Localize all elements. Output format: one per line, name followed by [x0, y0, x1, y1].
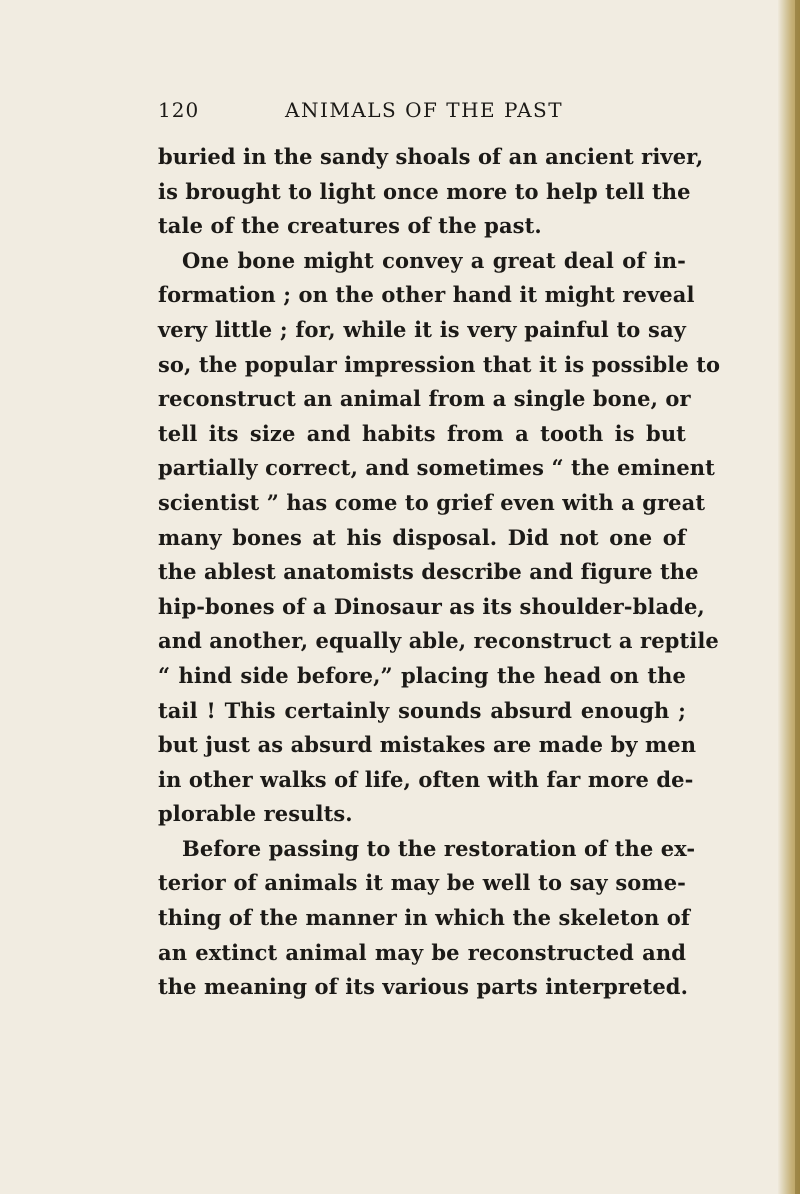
text-line: very little ; for, while it is very painful to say	[158, 316, 686, 342]
page-number: 120	[158, 98, 200, 122]
text-line: plorable results.	[158, 801, 353, 827]
text-line: in other walks of life, often with far more de-	[158, 766, 694, 792]
text-line: but just as absurd mistakes are made by men	[158, 732, 697, 758]
text-line: so, the popular impression that it is possible to	[158, 351, 721, 377]
text-line: “ hind side before,” placing the head on the	[158, 662, 686, 688]
text-line: hip-bones of a Dinosaur as its shoulder-blade,	[158, 593, 705, 619]
text-line: tell its size and habits from a tooth is but	[158, 420, 686, 446]
text-line: tail ! This certainly sounds absurd enough ;	[158, 697, 686, 723]
body-text	[158, 140, 721, 1005]
running-head: ANIMALS OF THE PAST	[285, 98, 564, 122]
text-line: One bone might convey a great deal of in-	[182, 247, 686, 273]
page-edge-dark	[795, 0, 800, 1194]
text-line: many bones at his disposal. Did not one of	[158, 524, 686, 550]
text-line: the ablest anatomists describe and figure the	[158, 559, 699, 585]
text-line: partially correct, and sometimes “ the eminent	[158, 455, 715, 481]
text-line: scientist ” has come to grief even with a great	[158, 489, 706, 515]
text-line: tale of the creatures of the past.	[158, 213, 542, 239]
page-header	[158, 98, 758, 128]
text-line: formation ; on the other hand it might reveal	[158, 282, 695, 308]
text-line: reconstruct an animal from a single bone, or	[158, 386, 691, 412]
text-line: an extinct animal may be reconstructed and	[158, 939, 686, 965]
text-line: thing of the manner in which the skeleton of	[158, 905, 690, 931]
text-line: Before passing to the restoration of the ex-	[182, 835, 696, 861]
text-line: terior of animals it may be well to say some-	[158, 870, 686, 896]
text-line: is brought to light once more to help tell the	[158, 178, 691, 204]
text-line: buried in the sandy shoals of an ancient river,	[158, 144, 704, 169]
text-line: and another, equally able, reconstruct a reptile	[158, 628, 719, 654]
text-line: the meaning of its various parts interpreted.	[158, 974, 688, 1000]
